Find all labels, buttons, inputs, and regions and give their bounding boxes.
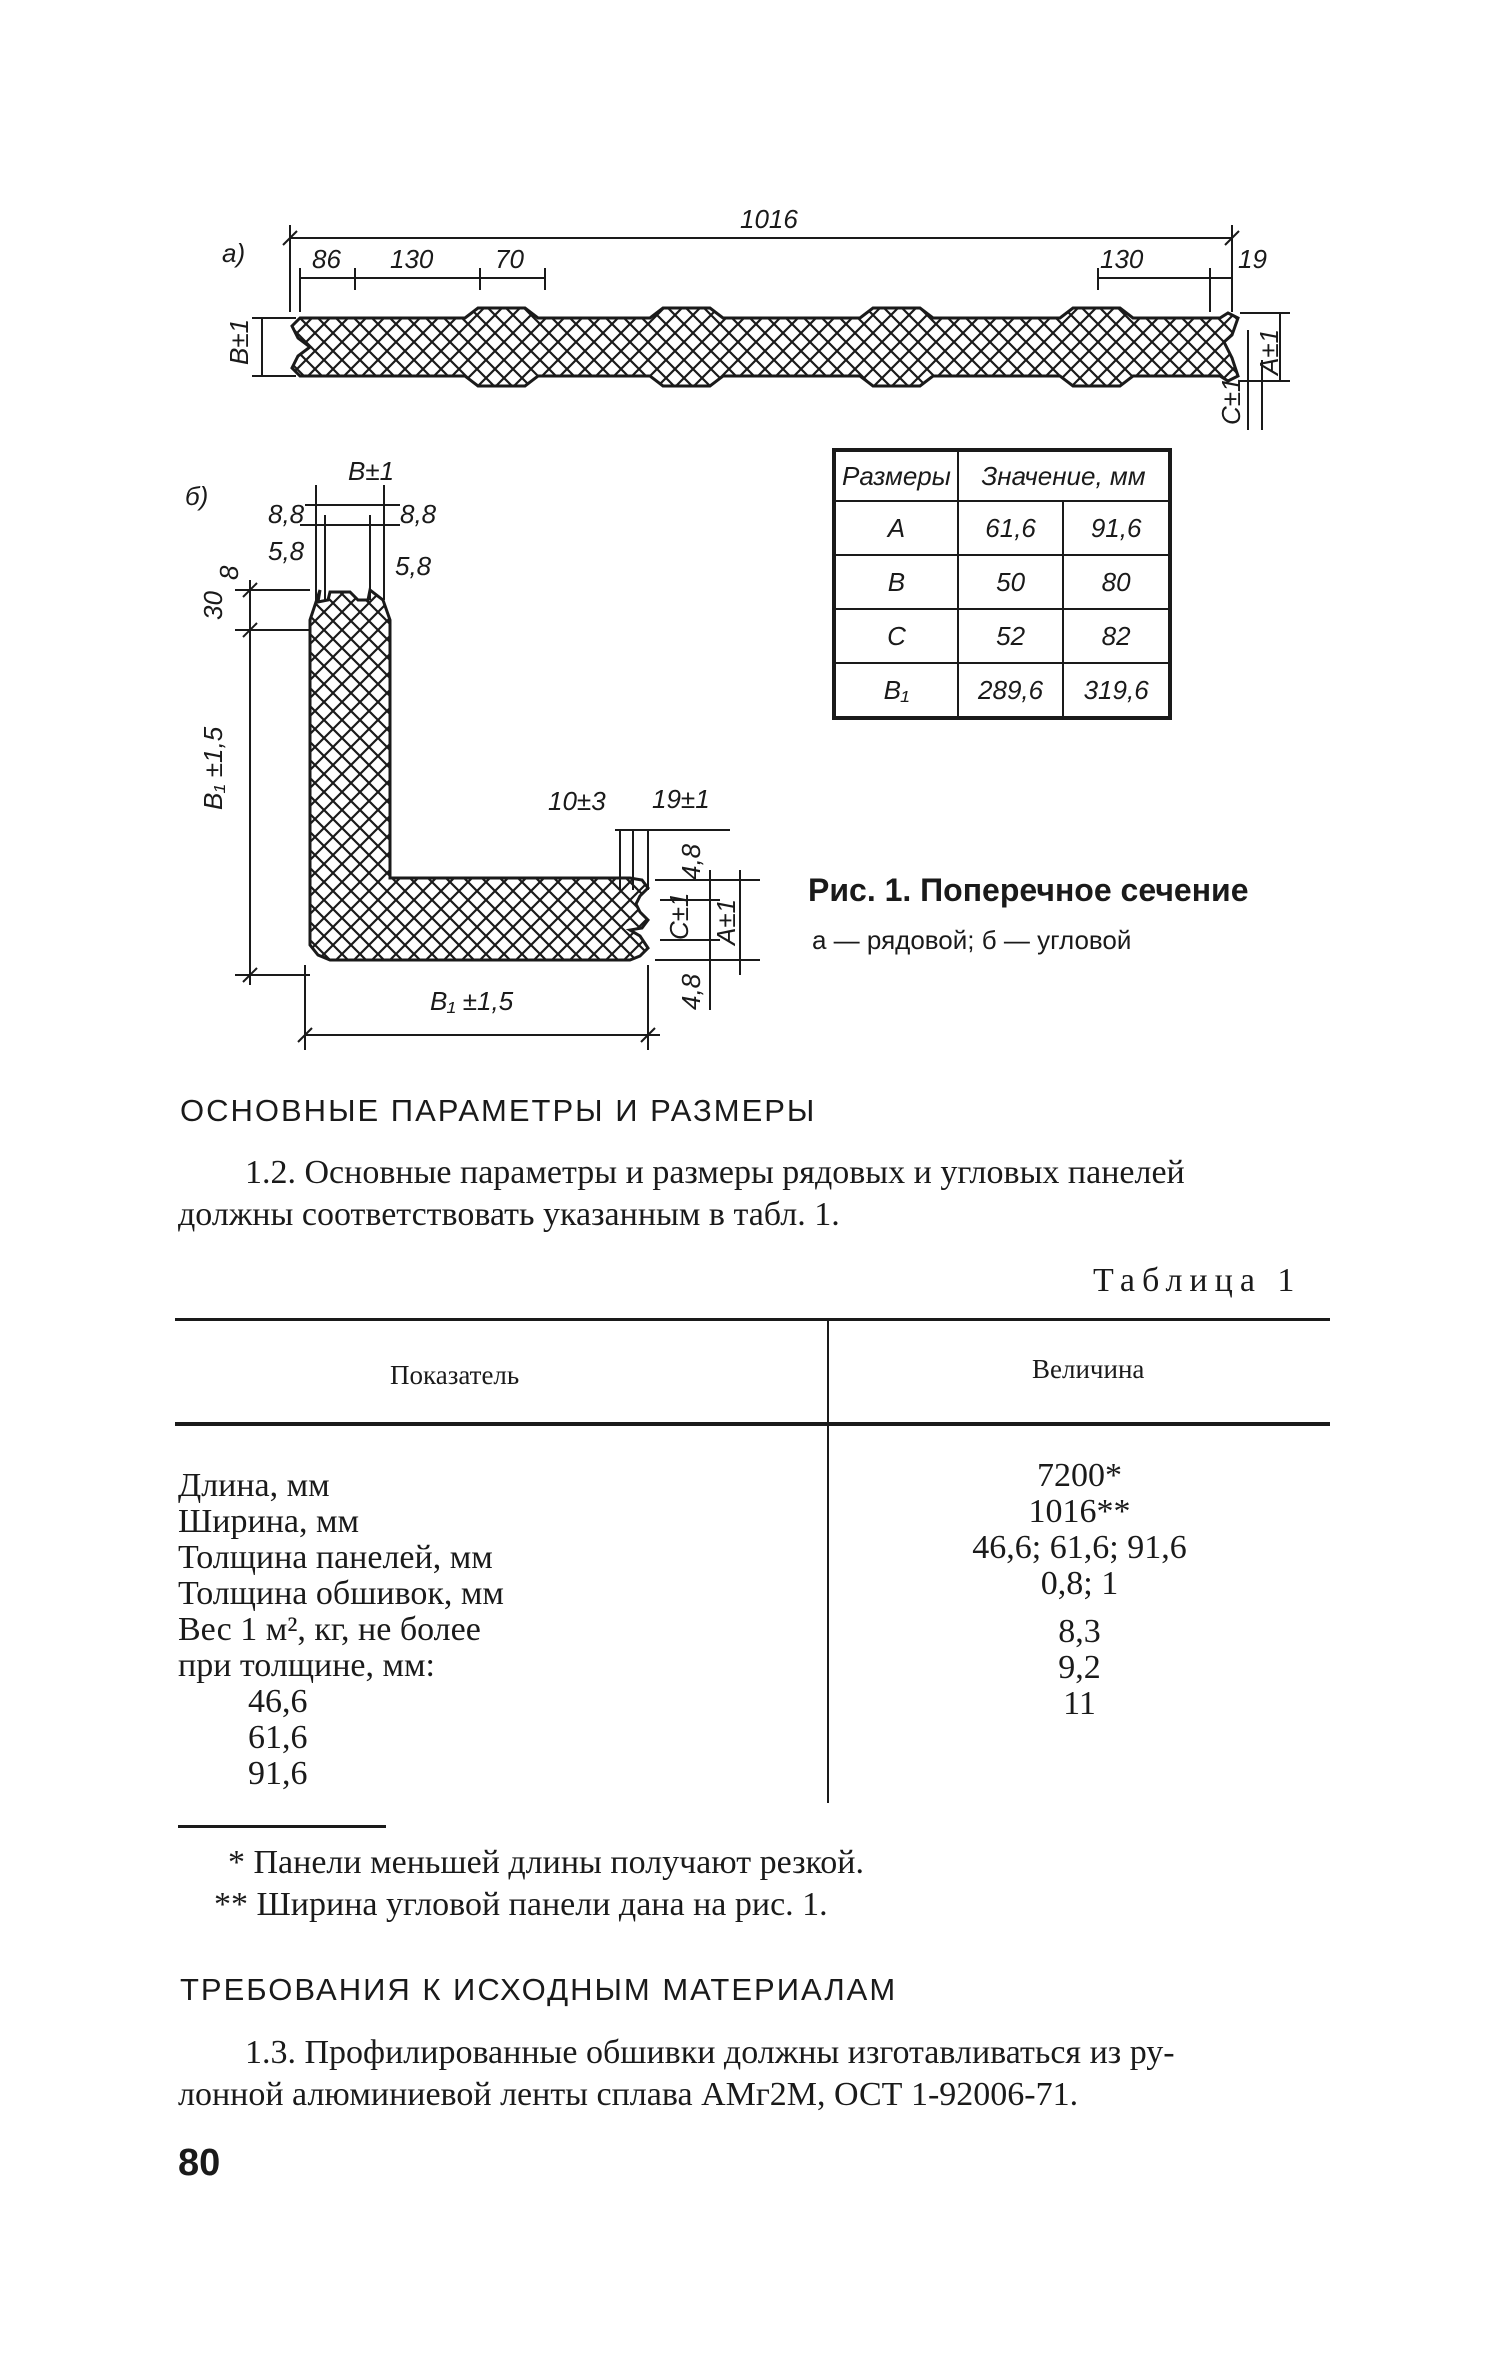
figure-caption-sub: а — рядовой; б — угловой: [812, 925, 1132, 955]
table1-row-value: 7200*: [1037, 1457, 1122, 1494]
dim-b-30: 30: [198, 591, 228, 620]
size-table-v1: 61,6: [958, 501, 1063, 555]
figure-caption-title: Рис. 1. Поперечное сечение: [808, 872, 1249, 908]
table1-row-label: Толщина обшивок, мм: [178, 1575, 504, 1612]
size-table-v2: 319,6: [1063, 663, 1170, 718]
dim-a-86: 86: [312, 244, 341, 274]
table1-row-value: 46,6; 61,6; 91,6: [972, 1529, 1187, 1566]
table1-row-label: Ширина, мм: [178, 1503, 360, 1540]
size-table-v1: 52: [958, 609, 1063, 663]
size-table-v2: 82: [1063, 609, 1170, 663]
table1-row-value: 0,8; 1: [1040, 1565, 1119, 1602]
dim-a-19: 19: [1238, 244, 1267, 274]
size-table-header-value: Значение, мм: [958, 450, 1170, 501]
table1-row-label: Длина, мм: [178, 1467, 330, 1504]
dim-b-b1-vertical: B₁ ±1,5: [198, 726, 228, 810]
size-table-name: B₁: [834, 663, 958, 718]
size-table-row: [834, 501, 1170, 555]
dim-b-8: 8: [214, 565, 244, 580]
size-table-name: A: [834, 501, 958, 555]
size-table-header-name: Размеры: [834, 450, 958, 501]
size-table-v2: 80: [1063, 555, 1170, 609]
size-table-name: C: [834, 609, 958, 663]
table1-row-label: при толщине, мм:: [178, 1647, 435, 1684]
dim-b-b-tol: B±1: [348, 456, 395, 486]
para-1-2-line2: должны соответствовать указанным в табл. 1.: [178, 1196, 840, 1233]
table1-col1-header: Показатель: [390, 1360, 520, 1390]
panel-a-section: [292, 308, 1238, 386]
para-1-2-line1: 1.2. Основные параметры и размеры рядовых и угловых панелей: [245, 1154, 1185, 1191]
dim-b-10: 10±3: [548, 786, 606, 816]
table1-row-value: 8,3: [1058, 1613, 1101, 1650]
table1-col2-header: Величина: [1032, 1354, 1145, 1384]
dim-b-c-tol: C±1: [664, 892, 694, 940]
page-number: 80: [178, 2142, 221, 2184]
footnote-rule: [178, 1825, 386, 1828]
table1-caption: Таблица 1: [1093, 1262, 1302, 1299]
table1-row-label: 61,6: [248, 1719, 308, 1756]
label-b: б): [185, 481, 209, 511]
size-table-row: [834, 609, 1170, 663]
footnote-1: * Панели меньшей длины получают резкой.: [228, 1844, 865, 1881]
dim-b-48-bottom: 4,8: [676, 973, 706, 1010]
dim-b-58-right: 5,8: [395, 551, 432, 581]
dim-a-b-tol: B±1: [224, 318, 254, 365]
size-table-v2: 91,6: [1063, 501, 1170, 555]
dim-a-c-tol: C±1: [1216, 377, 1246, 425]
dim-b-88-left: 8,8: [268, 499, 305, 529]
table1-row-label: 46,6: [248, 1683, 308, 1720]
figure-drawing: [0, 0, 1500, 1060]
para-1-3-line2: лонной алюминиевой ленты сплава АМг2М, ОСТ 1-92006-71.: [178, 2076, 1079, 2113]
dim-a-a-tol: A±1: [1254, 328, 1284, 375]
size-table-v1: 50: [958, 555, 1063, 609]
dim-b-88-right: 8,8: [400, 499, 437, 529]
table1-row-value: 1016**: [1028, 1493, 1131, 1530]
dim-b-a-tol: A±1: [711, 898, 741, 945]
table1-row-label: Толщина панелей, мм: [178, 1539, 493, 1576]
dim-a-130: 130: [390, 244, 434, 274]
dim-b-b1-horizontal: B₁ ±1,5: [430, 986, 514, 1016]
dim-b-48-top: 4,8: [676, 843, 706, 880]
table1-values: [829, 1458, 1330, 1722]
table1-row-value: 11: [1063, 1685, 1096, 1722]
para-1-3-line1: 1.3. Профилированные обшивки должны изготавливаться из ру-: [245, 2034, 1175, 2071]
dim-b-19: 19±1: [652, 784, 710, 814]
table1-labels: [178, 1468, 504, 1792]
section1-heading: ОСНОВНЫЕ ПАРАМЕТРЫ И РАЗМЕРЫ: [180, 1093, 817, 1128]
table1-row-label: 91,6: [248, 1755, 308, 1792]
table1: [175, 1318, 1330, 1803]
footnote-2: ** Ширина угловой панели дана на рис. 1.: [214, 1886, 828, 1923]
size-table: [832, 448, 1172, 720]
dim-a-70: 70: [495, 244, 524, 274]
dim-a-total: 1016: [740, 204, 798, 234]
table1-row-label: Вес 1 м², кг, не более: [178, 1611, 481, 1648]
dim-a-130-right: 130: [1100, 244, 1144, 274]
label-a: а): [222, 238, 246, 268]
size-table-name: B: [834, 555, 958, 609]
dim-b-58-left: 5,8: [268, 536, 305, 566]
panel-b-section: [310, 590, 648, 960]
table1-row-value: 9,2: [1058, 1649, 1101, 1686]
size-table-v1: 289,6: [958, 663, 1063, 718]
size-table-row: [834, 663, 1170, 718]
size-table-row: [834, 555, 1170, 609]
section2-heading: ТРЕБОВАНИЯ К ИСХОДНЫМ МАТЕРИАЛАМ: [180, 1972, 898, 2007]
